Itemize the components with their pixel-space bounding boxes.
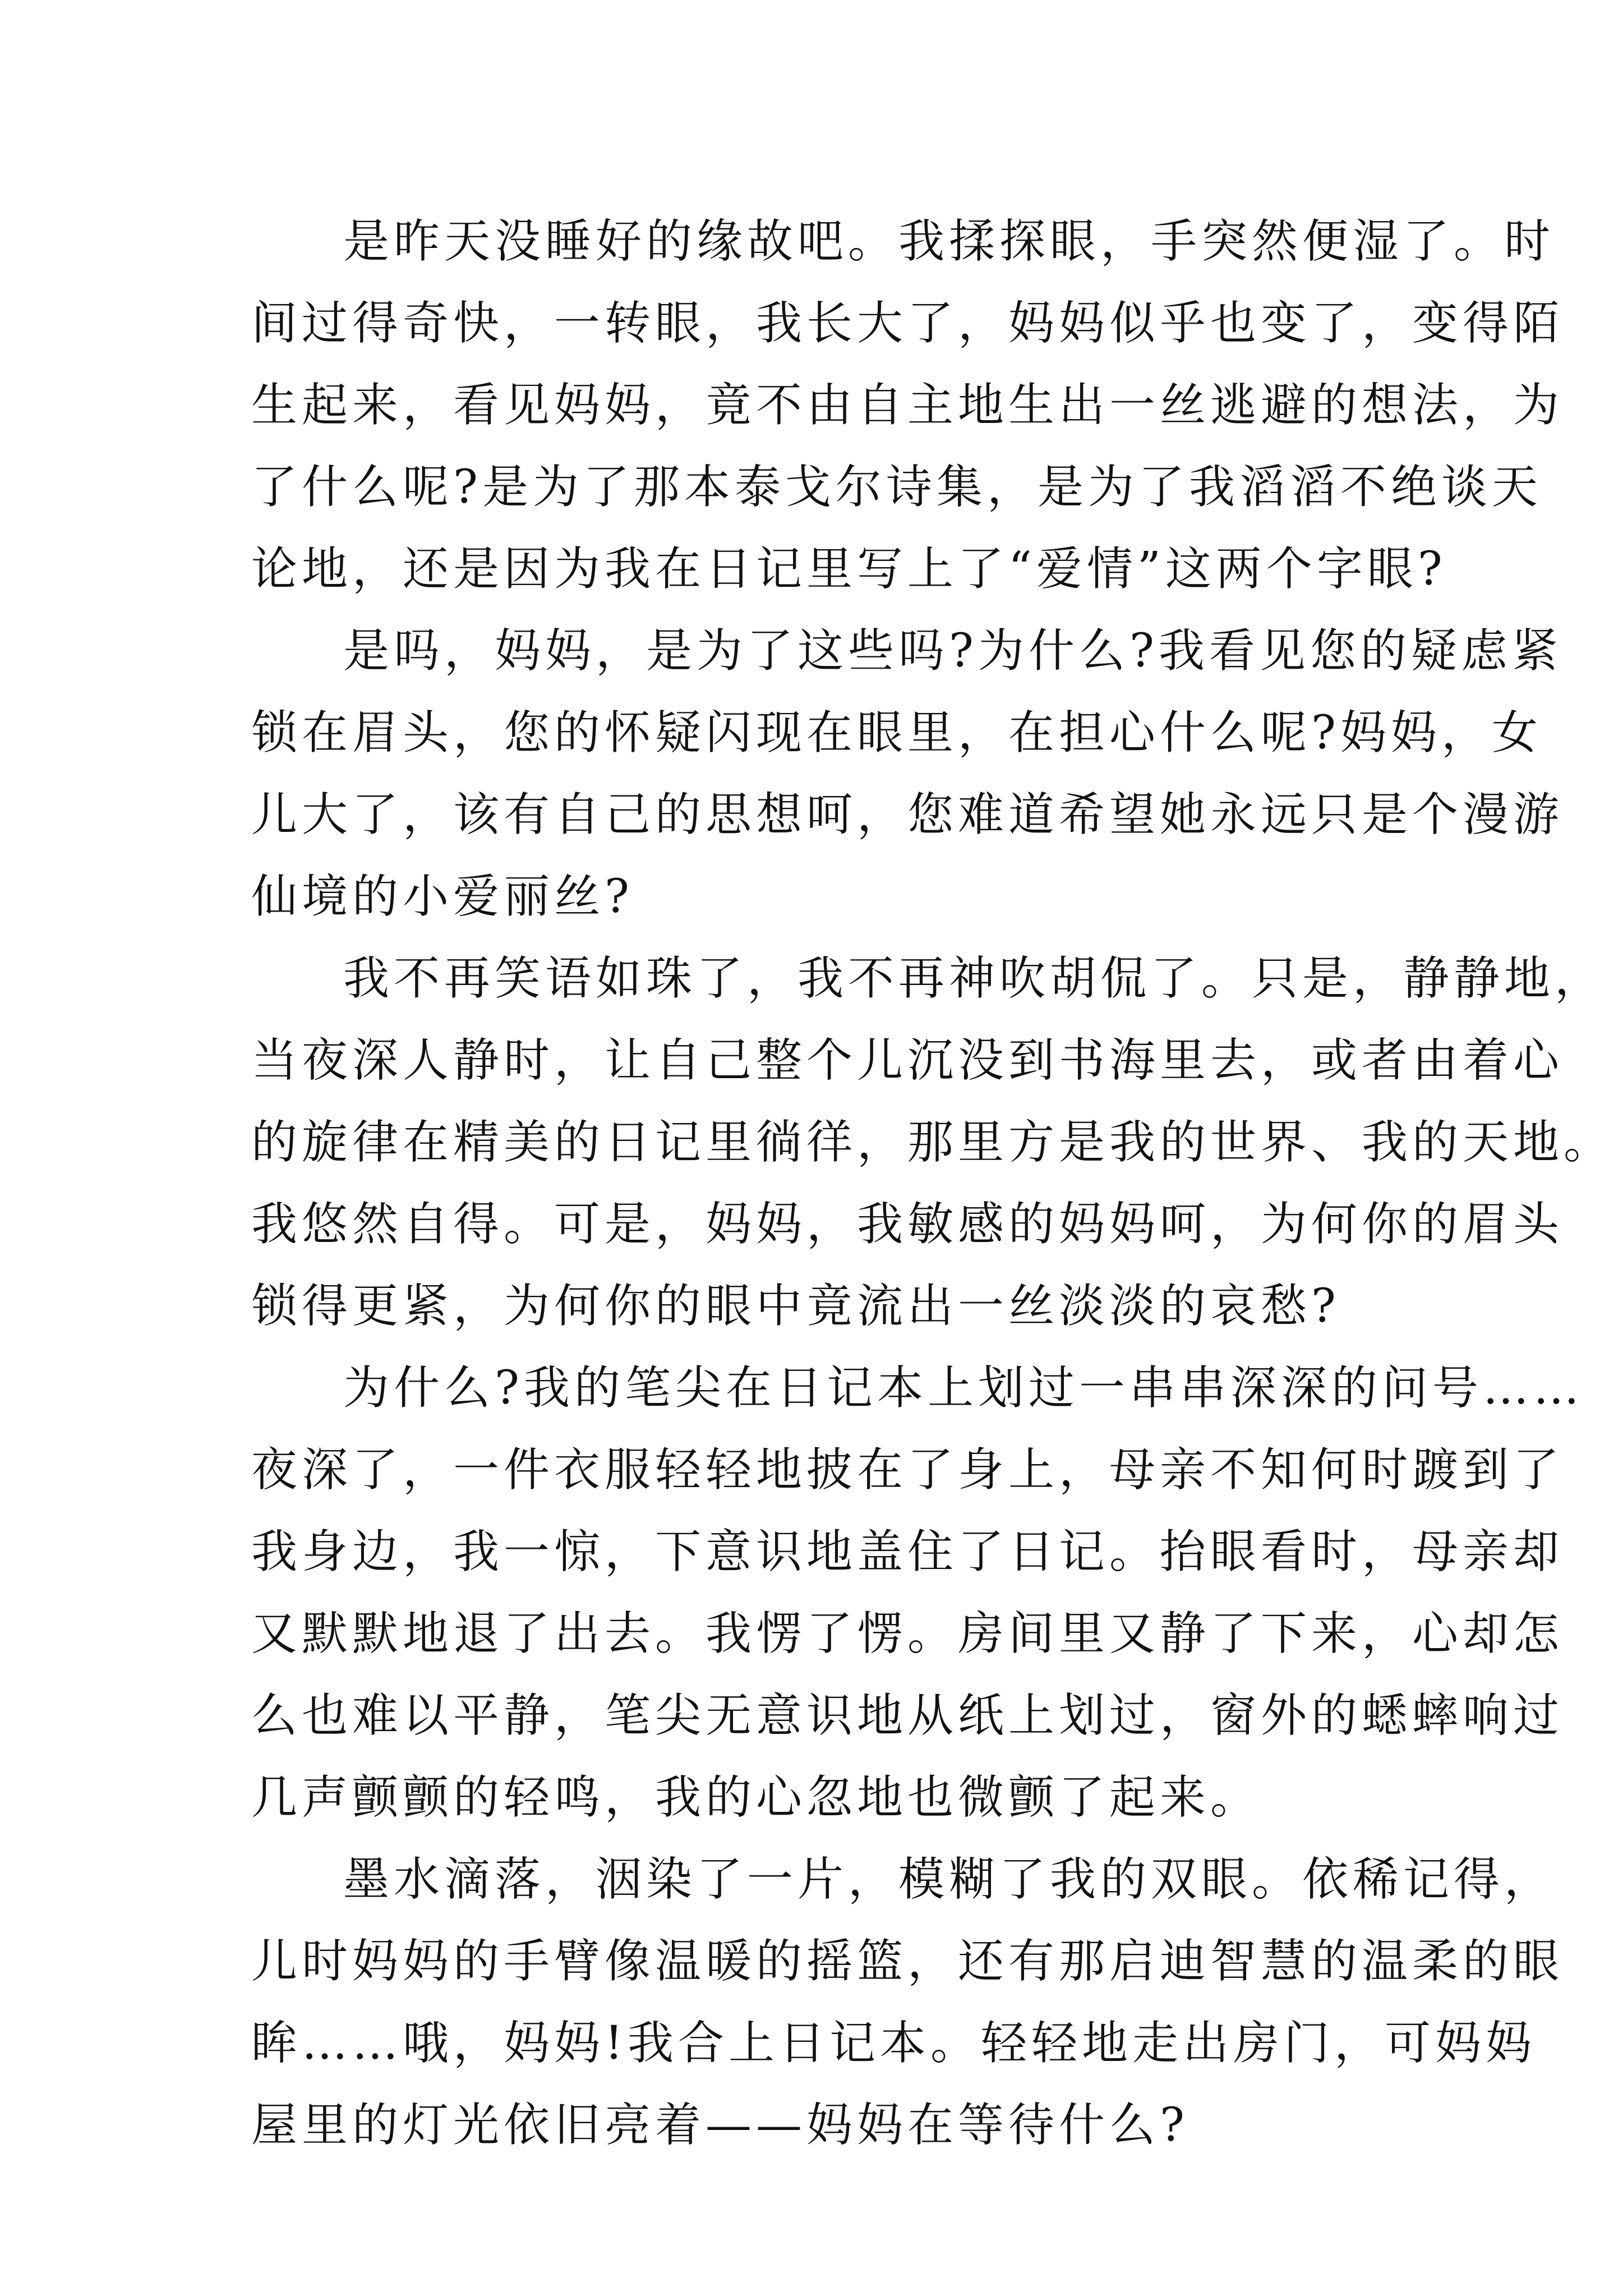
text-line: 夜深了，一件衣服轻轻地披在了身上，母亲不知何时踱到了	[251, 1443, 1564, 1497]
text-line: 儿时妈妈的手臂像温暖的摇篮，还有那启迪智慧的温柔的眼	[251, 1935, 1564, 1988]
text-line: 论地，还是因为我在日记里写上了“爱情”这两个字眼?	[251, 542, 1447, 596]
text-line: 么也难以平静，笔尖无意识地从纸上划过，窗外的蟋蟀响过	[251, 1689, 1564, 1742]
text-line: 几声颤颤的轻鸣，我的心忽地也微颤了起来。	[251, 1771, 1261, 1824]
text-line: 了什么呢?是为了那本泰戈尔诗集，是为了我滔滔不绝谈天	[251, 461, 1542, 514]
text-line: 仙境的小爱丽丝?	[251, 870, 634, 923]
text-line: 眸……哦，妈妈!我合上日记本。轻轻地走出房门，可妈妈	[251, 2017, 1536, 2070]
text-line: 墨水滴落，洇染了一片，模糊了我的双眼。依稀记得，	[343, 1853, 1555, 1906]
body-text	[251, 201, 1615, 2166]
text-line: 的旋律在精美的日记里徜徉，那里方是我的世界、我的天地。	[251, 1116, 1615, 1169]
text-line: 间过得奇快，一转眼，我长大了，妈妈似乎也变了，变得陌	[251, 297, 1564, 350]
text-line: 锁在眉头，您的怀疑闪现在眼里，在担心什么呢?妈妈，女	[251, 706, 1542, 760]
text-line: 儿大了，该有自己的思想呵，您难道希望她永远只是个漫游	[251, 788, 1564, 841]
text-line: 我不再笑语如珠了，我不再神吹胡侃了。只是，静静地，	[343, 952, 1606, 1005]
text-line: 又默默地退了出去。我愣了愣。房间里又静了下来，心却怎	[251, 1607, 1564, 1660]
text-line: 为什么?我的笔尖在日记本上划过一串串深深的问号……	[343, 1361, 1584, 1415]
text-line: 生起来，看见妈妈，竟不由自主地生出一丝逃避的想法，为	[251, 379, 1564, 432]
text-line: 屋里的灯光依旧亮着——妈妈在等待什么?	[251, 2099, 1189, 2152]
text-line: 锁得更紧，为何你的眼中竟流出一丝淡淡的哀愁?	[251, 1280, 1340, 1333]
text-line: 我身边，我一惊，下意识地盖住了日记。抬眼看时，母亲却	[251, 1525, 1564, 1579]
text-line: 是昨天没睡好的缘故吧。我揉探眼，手突然便湿了。时	[343, 215, 1555, 268]
text-line: 是吗，妈妈，是为了这些吗?为什么?我看见您的疑虑紧	[343, 624, 1562, 678]
text-line: 我悠然自得。可是，妈妈，我敏感的妈妈呵，为何你的眉头	[251, 1198, 1564, 1251]
text-line: 当夜深人静时，让自己整个儿沉没到书海里去，或者由着心	[251, 1034, 1564, 1087]
